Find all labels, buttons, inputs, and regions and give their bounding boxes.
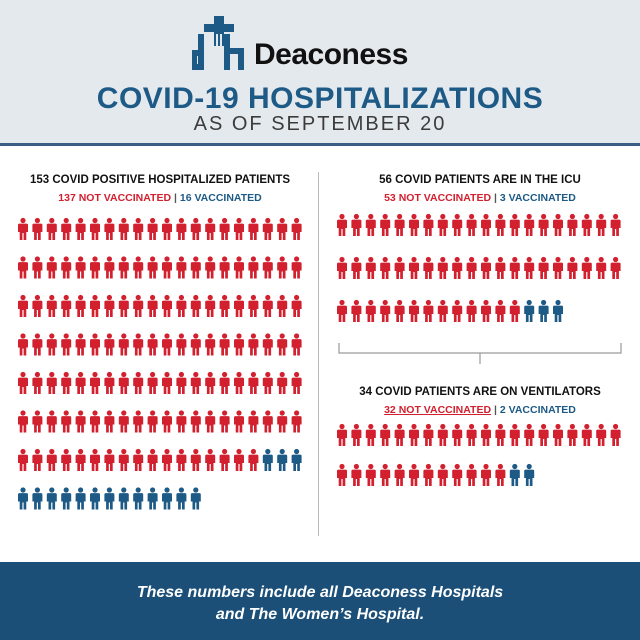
hospitalized-not-vaccinated-person-icon (148, 449, 158, 471)
footer-line-1: These numbers include all Deaconess Hospitals (136, 584, 504, 601)
ventilators-not-vaccinated-person-icon (582, 424, 592, 446)
hospitalized-not-vaccinated-person-icon (76, 256, 86, 278)
hospitalized-not-vaccinated-person-icon (148, 256, 158, 278)
hospitalized-not-vaccinated-person-icon (234, 295, 244, 317)
hospitalized-not-vaccinated-person-icon (90, 449, 100, 471)
hospitalized-vaccinated-label: 16 VACCINATED (179, 192, 262, 204)
hospitalized-not-vaccinated-person-icon (133, 256, 143, 278)
hospitalized-not-vaccinated-person-icon (104, 333, 114, 355)
ventilators-not-vaccinated-person-icon (395, 424, 405, 446)
hospitalized-not-vaccinated-person-icon (234, 256, 244, 278)
hospitalized-not-vaccinated-person-icon (76, 372, 86, 394)
hospitalized-not-vaccinated-person-icon (47, 333, 57, 355)
hospitalized-not-vaccinated-person-icon (133, 218, 143, 240)
hospitalized-vaccinated-person-icon (292, 449, 302, 471)
hospitalized-vaccinated-person-icon (162, 487, 172, 509)
icu-not-vaccinated-person-icon (539, 257, 549, 279)
ventilators-not-vaccinated-person-icon (366, 424, 376, 446)
hospitalized-vaccinated-person-icon (90, 487, 100, 509)
hospitalized-not-vaccinated-person-icon (191, 372, 201, 394)
hospitalized-not-vaccinated-person-icon (119, 372, 129, 394)
hospitalized-not-vaccinated-person-icon (191, 295, 201, 317)
hospitalized-not-vaccinated-person-icon (176, 218, 186, 240)
ventilators-heading: 34 COVID PATIENTS ARE ON VENTILATORS (359, 386, 601, 398)
hospitalized-not-vaccinated-person-icon (133, 410, 143, 432)
hospitalized-not-vaccinated-person-icon (234, 449, 244, 471)
hospitalized-not-vaccinated-person-icon (191, 218, 201, 240)
hospitalized-vaccinated-person-icon (76, 487, 86, 509)
hospitalized-not-vaccinated-person-icon (220, 372, 230, 394)
icu-not-vaccinated-person-icon (337, 214, 347, 236)
icu-vaccinated-label: 3 VACCINATED (499, 192, 576, 204)
brand-name: Deaconess (254, 38, 408, 71)
hospitalized-not-vaccinated-person-icon (47, 449, 57, 471)
ventilators-not-vaccinated-person-icon (524, 424, 534, 446)
ventilators-not-vaccinated-person-icon (409, 424, 419, 446)
hospitalized-not-vaccinated-person-icon (61, 372, 71, 394)
hospitalized-not-vaccinated-person-icon (32, 218, 42, 240)
icu-not-vaccinated-person-icon (380, 214, 390, 236)
hospitalized-not-vaccinated-person-icon (263, 372, 273, 394)
icu-not-vaccinated-person-icon (409, 300, 419, 322)
icu-not-vaccinated-person-icon (611, 257, 621, 279)
icu-not-vaccinated-person-icon (351, 257, 361, 279)
hospitalized-not-vaccinated-person-icon (76, 410, 86, 432)
hospitalized-not-vaccinated-person-icon (47, 218, 57, 240)
icu-not-vaccinated-person-icon (510, 257, 520, 279)
ventilators-not-vaccinated-label: 32 NOT VACCINATED (384, 404, 492, 416)
icu-not-vaccinated-person-icon (611, 214, 621, 236)
hospitalized-not-vaccinated-person-icon (104, 256, 114, 278)
hospitalized-not-vaccinated-person-icon (148, 333, 158, 355)
hospitalized-not-vaccinated-person-icon (176, 449, 186, 471)
hospitalized-not-vaccinated-person-icon (18, 295, 28, 317)
hospitalized-not-vaccinated-person-icon (220, 256, 230, 278)
ventilators-vaccinated-person-icon (510, 464, 520, 486)
hospitalized-not-vaccinated-person-icon (248, 372, 258, 394)
icu-not-vaccinated-person-icon (380, 257, 390, 279)
icu-not-vaccinated-person-icon (366, 300, 376, 322)
hospitalized-not-vaccinated-person-icon (18, 256, 28, 278)
hospitalized-vaccinated-person-icon (148, 487, 158, 509)
hospitalized-vaccinated-person-icon (18, 487, 28, 509)
hospitalized-not-vaccinated-person-icon (292, 410, 302, 432)
hospitalized-not-vaccinated-person-icon (47, 410, 57, 432)
icu-not-vaccinated-person-icon (596, 257, 606, 279)
hospitalized-not-vaccinated-person-icon (263, 218, 273, 240)
icu-not-vaccinated-person-icon (524, 257, 534, 279)
hospitalized-not-vaccinated-person-icon (76, 333, 86, 355)
hospitalized-not-vaccinated-person-icon (234, 218, 244, 240)
hospitalized-not-vaccinated-person-icon (61, 256, 71, 278)
hospitalized-vaccinated-person-icon (176, 487, 186, 509)
hospitalized-not-vaccinated-person-icon (162, 218, 172, 240)
hospitalized-not-vaccinated-person-icon (148, 372, 158, 394)
ventilators-not-vaccinated-person-icon (380, 424, 390, 446)
ventilators-not-vaccinated-person-icon (510, 424, 520, 446)
hospitalized-not-vaccinated-person-icon (104, 295, 114, 317)
ventilators-not-vaccinated-person-icon (380, 464, 390, 486)
icu-not-vaccinated-person-icon (596, 214, 606, 236)
separator: | (173, 192, 177, 204)
hospitalized-not-vaccinated-person-icon (263, 410, 273, 432)
icu-not-vaccinated-person-icon (539, 214, 549, 236)
hospitalized-not-vaccinated-person-icon (248, 333, 258, 355)
icu-not-vaccinated-person-icon (351, 214, 361, 236)
hospitalized-not-vaccinated-person-icon (18, 218, 28, 240)
hospitalized-not-vaccinated-person-icon (248, 410, 258, 432)
icu-not-vaccinated-person-icon (467, 300, 477, 322)
icu-not-vaccinated-person-icon (438, 300, 448, 322)
hospitalized-not-vaccinated-person-icon (47, 372, 57, 394)
icu-not-vaccinated-person-icon (510, 214, 520, 236)
hospitalized-not-vaccinated-label: 137 NOT VACCINATED (58, 192, 172, 204)
hospitalized-not-vaccinated-person-icon (104, 449, 114, 471)
ventilators-not-vaccinated-person-icon (596, 424, 606, 446)
hospitalized-not-vaccinated-person-icon (119, 410, 129, 432)
hospitalized-not-vaccinated-person-icon (292, 295, 302, 317)
hospitalized-not-vaccinated-person-icon (18, 372, 28, 394)
ventilators-not-vaccinated-person-icon (409, 464, 419, 486)
hospitalized-not-vaccinated-person-icon (277, 256, 287, 278)
hospitalized-not-vaccinated-person-icon (61, 410, 71, 432)
hospitalized-vaccinated-person-icon (119, 487, 129, 509)
hospitalized-not-vaccinated-person-icon (191, 256, 201, 278)
column-divider (318, 172, 319, 536)
hospitalized-not-vaccinated-person-icon (248, 256, 258, 278)
brand-logo (190, 14, 408, 74)
ventilators-not-vaccinated-person-icon (539, 424, 549, 446)
icu-not-vaccinated-person-icon (452, 214, 462, 236)
hospitalized-not-vaccinated-person-icon (32, 372, 42, 394)
hospitalized-not-vaccinated-person-icon (292, 333, 302, 355)
hospitalized-not-vaccinated-person-icon (133, 449, 143, 471)
ventilators-not-vaccinated-person-icon (467, 424, 477, 446)
hospitalized-not-vaccinated-person-icon (205, 333, 215, 355)
icu-heading: 56 COVID PATIENTS ARE IN THE ICU (379, 174, 581, 186)
header-divider (0, 143, 640, 146)
ventilators-not-vaccinated-person-icon (438, 424, 448, 446)
hospitalized-not-vaccinated-person-icon (176, 372, 186, 394)
icu-not-vaccinated-person-icon (366, 214, 376, 236)
hospitalized-not-vaccinated-person-icon (32, 449, 42, 471)
ventilators-not-vaccinated-person-icon (366, 464, 376, 486)
icu-not-vaccinated-person-icon (438, 257, 448, 279)
ventilators-not-vaccinated-person-icon (467, 464, 477, 486)
ventilators-not-vaccinated-person-icon (337, 424, 347, 446)
hospitalized-not-vaccinated-person-icon (47, 295, 57, 317)
hospitalized-vaccinated-person-icon (47, 487, 57, 509)
page-subtitle: AS OF SEPTEMBER 20 (193, 113, 447, 135)
icu-not-vaccinated-person-icon (395, 214, 405, 236)
ventilators-not-vaccinated-person-icon (452, 464, 462, 486)
hospitalized-vaccinated-person-icon (32, 487, 42, 509)
hospitalized-not-vaccinated-person-icon (234, 410, 244, 432)
icu-not-vaccinated-person-icon (423, 214, 433, 236)
hospitalized-not-vaccinated-person-icon (191, 449, 201, 471)
icu-not-vaccinated-label: 53 NOT VACCINATED (384, 192, 492, 204)
hospitalized-not-vaccinated-person-icon (18, 410, 28, 432)
separator: | (493, 192, 497, 204)
hospitalized-not-vaccinated-person-icon (176, 333, 186, 355)
hospitalized-not-vaccinated-person-icon (104, 372, 114, 394)
icu-not-vaccinated-person-icon (423, 300, 433, 322)
icu-not-vaccinated-person-icon (567, 257, 577, 279)
hospitalized-vaccinated-person-icon (61, 487, 71, 509)
hospitalized-not-vaccinated-person-icon (90, 295, 100, 317)
hospitalized-not-vaccinated-person-icon (263, 256, 273, 278)
icu-not-vaccinated-person-icon (337, 300, 347, 322)
hospitalized-not-vaccinated-person-icon (76, 295, 86, 317)
ventilators-vaccinated-person-icon (524, 464, 534, 486)
icu-not-vaccinated-person-icon (409, 257, 419, 279)
hospitalized-not-vaccinated-person-icon (90, 256, 100, 278)
ventilators-breakdown (330, 404, 630, 416)
icu-not-vaccinated-person-icon (567, 214, 577, 236)
hospitalized-not-vaccinated-person-icon (234, 372, 244, 394)
hospitalized-not-vaccinated-person-icon (205, 410, 215, 432)
hospitalized-not-vaccinated-person-icon (104, 410, 114, 432)
ventilators-not-vaccinated-person-icon (553, 424, 563, 446)
icu-not-vaccinated-person-icon (380, 300, 390, 322)
hospitalized-not-vaccinated-person-icon (76, 449, 86, 471)
icu-not-vaccinated-person-icon (553, 257, 563, 279)
hospitalized-not-vaccinated-person-icon (277, 333, 287, 355)
icu-not-vaccinated-person-icon (467, 257, 477, 279)
separator: | (493, 404, 497, 416)
icu-not-vaccinated-person-icon (395, 300, 405, 322)
hospitalized-not-vaccinated-person-icon (32, 410, 42, 432)
icu-not-vaccinated-person-icon (366, 257, 376, 279)
hospitalized-not-vaccinated-person-icon (205, 372, 215, 394)
hospitalized-not-vaccinated-person-icon (162, 449, 172, 471)
ventilators-not-vaccinated-person-icon (438, 464, 448, 486)
hospitalized-not-vaccinated-person-icon (191, 410, 201, 432)
hospitalized-not-vaccinated-person-icon (248, 295, 258, 317)
hospitalized-not-vaccinated-person-icon (277, 218, 287, 240)
icu-not-vaccinated-person-icon (510, 300, 520, 322)
icu-not-vaccinated-person-icon (524, 214, 534, 236)
ventilators-not-vaccinated-person-icon (351, 424, 361, 446)
hospitalized-not-vaccinated-person-icon (104, 218, 114, 240)
hospitalized-not-vaccinated-person-icon (61, 449, 71, 471)
hospitalized-not-vaccinated-person-icon (205, 256, 215, 278)
icu-not-vaccinated-person-icon (481, 257, 491, 279)
icu-not-vaccinated-person-icon (495, 300, 505, 322)
hospitalized-not-vaccinated-person-icon (119, 218, 129, 240)
icu-not-vaccinated-person-icon (337, 257, 347, 279)
hospitalized-not-vaccinated-person-icon (220, 218, 230, 240)
hospitalized-not-vaccinated-person-icon (32, 333, 42, 355)
hospitalized-not-vaccinated-person-icon (90, 410, 100, 432)
ventilators-not-vaccinated-person-icon (495, 464, 505, 486)
hospitalized-not-vaccinated-person-icon (292, 256, 302, 278)
hospitalized-not-vaccinated-person-icon (18, 333, 28, 355)
hospitalized-breakdown (10, 192, 310, 204)
hospitalized-not-vaccinated-person-icon (277, 410, 287, 432)
hospitalized-not-vaccinated-person-icon (32, 295, 42, 317)
hospitalized-vaccinated-person-icon (191, 487, 201, 509)
hospitalized-not-vaccinated-person-icon (61, 333, 71, 355)
hospitalized-not-vaccinated-person-icon (220, 449, 230, 471)
hospitalized-not-vaccinated-person-icon (162, 256, 172, 278)
ventilators-not-vaccinated-person-icon (452, 424, 462, 446)
ventilators-not-vaccinated-person-icon (495, 424, 505, 446)
hospitalized-not-vaccinated-person-icon (61, 295, 71, 317)
ventilators-not-vaccinated-person-icon (351, 464, 361, 486)
icu-not-vaccinated-person-icon (467, 214, 477, 236)
hospitalized-not-vaccinated-person-icon (176, 295, 186, 317)
hospitalized-not-vaccinated-person-icon (18, 449, 28, 471)
hospitalized-not-vaccinated-person-icon (292, 372, 302, 394)
hospitalized-not-vaccinated-person-icon (277, 295, 287, 317)
hospitalized-vaccinated-person-icon (277, 449, 287, 471)
footer-banner (0, 562, 640, 640)
hospitalized-not-vaccinated-person-icon (191, 333, 201, 355)
hospitalized-not-vaccinated-person-icon (205, 449, 215, 471)
hospitalized-not-vaccinated-person-icon (176, 410, 186, 432)
ventilators-vaccinated-label: 2 VACCINATED (499, 404, 576, 416)
icu-vaccinated-person-icon (539, 300, 549, 322)
icu-not-vaccinated-person-icon (423, 257, 433, 279)
hospitalized-heading: 153 COVID POSITIVE HOSPITALIZED PATIENTS (29, 174, 291, 186)
icu-not-vaccinated-person-icon (438, 214, 448, 236)
hospitalized-not-vaccinated-person-icon (176, 256, 186, 278)
ventilators-not-vaccinated-person-icon (567, 424, 577, 446)
hospitalized-not-vaccinated-person-icon (133, 295, 143, 317)
hospitalized-not-vaccinated-person-icon (119, 295, 129, 317)
hospitalized-not-vaccinated-person-icon (90, 333, 100, 355)
hospitalized-not-vaccinated-person-icon (205, 218, 215, 240)
hospitalized-vaccinated-person-icon (133, 487, 143, 509)
hospitalized-not-vaccinated-person-icon (90, 218, 100, 240)
icu-not-vaccinated-person-icon (409, 214, 419, 236)
hospitalized-not-vaccinated-person-icon (148, 410, 158, 432)
dh-cross-logo-icon (190, 14, 248, 74)
hospitalized-not-vaccinated-person-icon (277, 372, 287, 394)
icu-breakdown (330, 192, 630, 204)
hospitalized-vaccinated-person-icon (263, 449, 273, 471)
hospitalized-not-vaccinated-person-icon (205, 295, 215, 317)
hospitalized-not-vaccinated-person-icon (47, 256, 57, 278)
hospitalized-not-vaccinated-person-icon (248, 449, 258, 471)
hospitalized-not-vaccinated-person-icon (234, 333, 244, 355)
hospitalized-not-vaccinated-person-icon (148, 218, 158, 240)
icu-not-vaccinated-person-icon (495, 257, 505, 279)
footer-line-2: and The Women’s Hospital. (215, 606, 425, 623)
hospitalized-not-vaccinated-person-icon (119, 449, 129, 471)
icu-not-vaccinated-person-icon (582, 257, 592, 279)
hospitalized-not-vaccinated-person-icon (248, 218, 258, 240)
icu-vaccinated-person-icon (524, 300, 534, 322)
hospitalized-not-vaccinated-person-icon (220, 295, 230, 317)
hospitalized-not-vaccinated-person-icon (162, 372, 172, 394)
icu-not-vaccinated-person-icon (452, 300, 462, 322)
icu-not-vaccinated-person-icon (481, 300, 491, 322)
hospitalized-not-vaccinated-person-icon (133, 333, 143, 355)
page-title: COVID-19 HOSPITALIZATIONS (96, 82, 544, 115)
ventilators-not-vaccinated-person-icon (337, 464, 347, 486)
hospitalized-not-vaccinated-person-icon (148, 295, 158, 317)
hospitalized-not-vaccinated-person-icon (162, 295, 172, 317)
hospitalized-not-vaccinated-person-icon (133, 372, 143, 394)
hospitalized-not-vaccinated-person-icon (263, 295, 273, 317)
icu-not-vaccinated-person-icon (351, 300, 361, 322)
icu-vaccinated-person-icon (553, 300, 563, 322)
icu-not-vaccinated-person-icon (481, 214, 491, 236)
hospitalized-not-vaccinated-person-icon (220, 333, 230, 355)
hospitalized-not-vaccinated-person-icon (76, 218, 86, 240)
hospitalized-not-vaccinated-person-icon (292, 218, 302, 240)
hospitalized-not-vaccinated-person-icon (119, 256, 129, 278)
hospitalized-not-vaccinated-person-icon (119, 333, 129, 355)
ventilators-not-vaccinated-person-icon (611, 424, 621, 446)
icu-not-vaccinated-person-icon (452, 257, 462, 279)
hospitalized-not-vaccinated-person-icon (162, 410, 172, 432)
ventilators-not-vaccinated-person-icon (423, 464, 433, 486)
ventilators-not-vaccinated-person-icon (481, 424, 491, 446)
hospitalized-not-vaccinated-person-icon (263, 333, 273, 355)
ventilators-not-vaccinated-person-icon (423, 424, 433, 446)
icu-not-vaccinated-person-icon (582, 214, 592, 236)
ventilators-not-vaccinated-person-icon (481, 464, 491, 486)
ventilators-not-vaccinated-person-icon (395, 464, 405, 486)
hospitalized-not-vaccinated-person-icon (90, 372, 100, 394)
icu-not-vaccinated-person-icon (553, 214, 563, 236)
hospitalized-not-vaccinated-person-icon (32, 256, 42, 278)
icu-not-vaccinated-person-icon (495, 214, 505, 236)
hospitalized-not-vaccinated-person-icon (61, 218, 71, 240)
hospitalized-not-vaccinated-person-icon (162, 333, 172, 355)
icu-not-vaccinated-person-icon (395, 257, 405, 279)
hospitalized-not-vaccinated-person-icon (220, 410, 230, 432)
hospitalized-vaccinated-person-icon (104, 487, 114, 509)
